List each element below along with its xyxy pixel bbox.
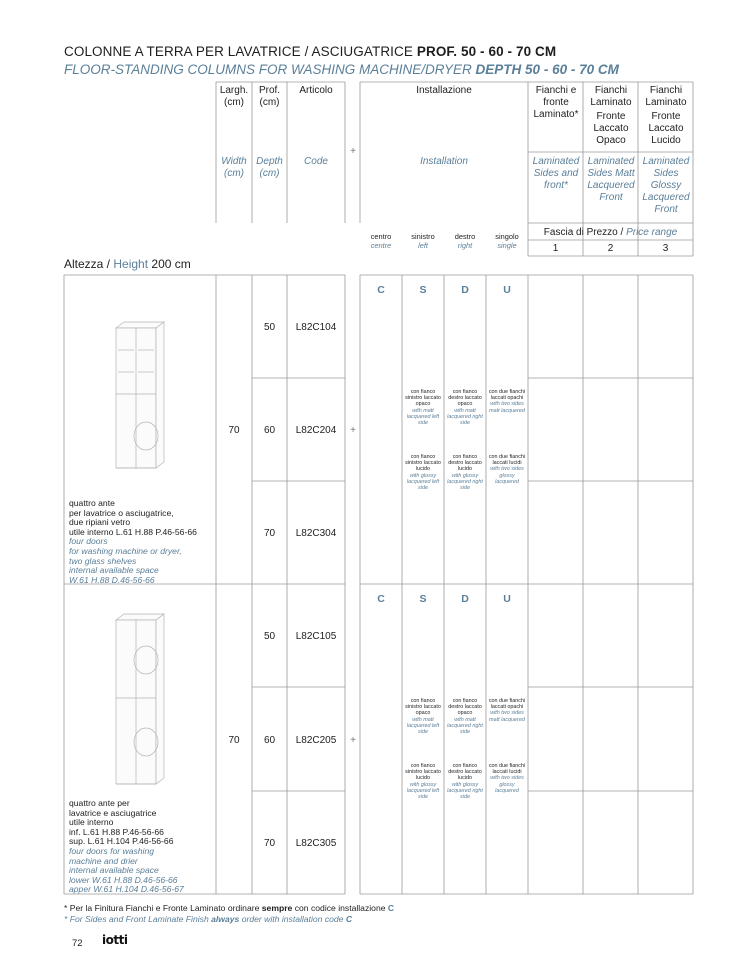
price-col-3: 3 <box>662 243 669 254</box>
footnote-text: order with installation code <box>239 914 346 924</box>
install-code-s: S <box>419 284 427 296</box>
header-code-en: Code <box>304 156 328 167</box>
header-finish-3-it <box>639 85 693 147</box>
option-note <box>487 763 527 794</box>
product-2-code: L82C305 <box>295 838 337 849</box>
option-note-it: con fianco sinistro laccato opaco <box>405 698 441 717</box>
footnote-english <box>64 914 352 924</box>
footnote-italian <box>64 903 394 913</box>
product-2-depth: 60 <box>263 735 276 746</box>
product-1-depth: 70 <box>263 528 276 539</box>
product-1-desc-en: for washing machine or dryer, <box>69 545 182 556</box>
footnote-code: C <box>387 903 395 913</box>
product-2-width: 70 <box>228 735 240 746</box>
finish-2-sides-it: Fianchi Laminato <box>590 85 632 108</box>
option-note <box>445 698 485 735</box>
install-label-single-en: single <box>497 240 517 250</box>
option-note-en: with matt lacquered right side <box>447 407 483 427</box>
option-note <box>445 763 485 800</box>
product-1-description <box>69 499 214 585</box>
product-1-desc-it: per lavatrice o asciugatrice, <box>69 507 174 518</box>
option-note-en: with matt lacquered left side <box>406 716 440 736</box>
product-1-depth: 60 <box>263 425 276 436</box>
install-code-u: U <box>503 284 511 296</box>
option-note-it: con fianco destro laccato lucido <box>448 454 482 473</box>
finish-3-sides-it: Fianchi Laminato <box>645 85 687 108</box>
product-1-desc-en: four doors <box>69 536 108 547</box>
option-note <box>445 389 485 426</box>
cabinet-illustration <box>112 318 172 474</box>
product-2-desc-en: machine and drier <box>69 855 138 866</box>
install-label-left-en: left <box>418 240 428 250</box>
option-note-en: with two sides matt lacquered <box>489 401 525 414</box>
install-label-left <box>402 233 444 250</box>
footnote-emphasis: sempre <box>261 903 293 913</box>
product-1-code: L82C204 <box>295 425 337 436</box>
product-1-desc-it: quattro ante <box>69 498 115 508</box>
footnote-text: con codice installazione <box>292 903 388 913</box>
option-note-it: con fianco destro laccato lucido <box>448 763 482 782</box>
product-2-plus: + <box>350 735 356 746</box>
product-1-desc-en: two glass shelves <box>69 555 137 566</box>
product-2-depth: 50 <box>263 631 276 642</box>
header-width-it: Largh. (cm) <box>219 85 249 108</box>
header-finish-3-en: Laminated Sides Glossy Lacquered Front <box>642 156 690 215</box>
option-note-en: with two sides glossy lacquered <box>490 775 524 794</box>
height-label-en: Height <box>113 257 149 271</box>
price-range-en: Price range <box>626 227 678 238</box>
product-2-desc-it: lavatrice e asciugatrice <box>69 807 157 818</box>
option-note <box>403 454 443 491</box>
option-note-en: with glossy lacquered right side <box>447 472 483 492</box>
install-code-d: D <box>461 284 469 296</box>
height-label-value: 200 cm <box>151 257 191 271</box>
option-note-en: with matt lacquered right side <box>447 716 483 736</box>
option-note-it: con fianco sinistro laccato lucido <box>405 454 441 473</box>
option-note-it: con fianco sinistro laccato lucido <box>405 763 441 782</box>
cabinet-illustration <box>112 610 172 790</box>
header-plus: + <box>350 146 356 157</box>
product-1-desc-en: W.61 H.88 D.46-56-66 <box>69 574 155 585</box>
install-label-centre-en: centre <box>370 240 392 250</box>
header-finish-1-en: Laminated Sides and front* <box>532 156 580 191</box>
install-label-right-it: destro <box>454 232 476 241</box>
option-note-it: con due fianchi laccati opachi <box>488 698 526 711</box>
product-2-depth: 70 <box>263 838 276 849</box>
height-label <box>64 257 191 271</box>
product-2-desc-en: lower W.61 H.88 D.46-56-66 <box>69 874 178 885</box>
option-note-en: with matt lacquered left side <box>406 407 440 427</box>
install-code-u: U <box>503 593 511 605</box>
product-1-plus: + <box>350 425 356 436</box>
option-note-it: con due fianchi laccati lucidi <box>488 454 526 467</box>
product-1-desc-en: internal available space <box>69 565 159 576</box>
price-range-label <box>528 227 693 239</box>
title-italian: COLONNE A TERRA PER LAVATRICE / ASCIUGATRICE <box>64 44 413 59</box>
finish-2-front-it: Fronte Laccato Opaco <box>593 111 629 146</box>
height-label-it: Altezza / <box>64 257 111 271</box>
product-2-desc-it: quattro ante per <box>69 798 130 808</box>
header-code-it: Articolo <box>299 85 333 96</box>
product-2-desc-it: utile interno <box>69 817 114 828</box>
install-label-right <box>444 233 486 250</box>
footnote-emphasis: always <box>211 914 240 924</box>
install-code-c: C <box>377 593 385 605</box>
price-range-it: Fascia di Prezzo / <box>543 227 624 238</box>
option-note-en: with glossy lacquered left side <box>406 472 440 492</box>
option-note-it: con fianco sinistro laccato opaco <box>405 389 441 408</box>
product-2-desc-en: apper W.61 H.104 D.46-56-67 <box>69 884 184 895</box>
footnote-code: C <box>345 914 353 924</box>
install-label-single-it: singolo <box>495 232 519 241</box>
header-finish-1-it: Fianchi e fronte Laminato* <box>533 85 579 120</box>
product-1-depth: 50 <box>263 322 276 333</box>
option-note <box>403 389 443 426</box>
install-label-left-it: sinistro <box>411 232 435 241</box>
product-2-code: L82C205 <box>295 735 337 746</box>
option-note <box>403 763 443 800</box>
title-depth-italian: PROF. 50 - 60 - 70 CM <box>416 44 557 59</box>
price-col-1: 1 <box>552 243 559 254</box>
option-note-en: with two sides matt lacquered <box>489 710 525 723</box>
product-2-desc-it: inf. L.61 H.88 P.46-56-66 <box>69 826 164 837</box>
title-depth-english: DEPTH 50 - 60 - 70 CM <box>475 62 619 77</box>
option-note-en: with glossy lacquered left side <box>406 781 440 801</box>
footnote-text: * Per la Finitura Fianchi e Fronte Laminato ordinare <box>64 903 262 913</box>
product-1-code: L82C304 <box>295 528 337 539</box>
product-1-desc-it: utile interno L.61 H.88 P.46-56-66 <box>69 526 197 537</box>
header-finish-2-it <box>584 85 638 147</box>
price-col-2: 2 <box>607 243 614 254</box>
header-depth-it: Prof. (cm) <box>258 85 281 108</box>
option-note <box>487 389 527 414</box>
product-2-description <box>69 799 214 895</box>
option-note-it: con fianco destro laccato opaco <box>448 698 482 717</box>
brand-logo: iotti <box>102 933 128 947</box>
option-note <box>445 454 485 491</box>
finish-3-front-it: Fronte Laccato Lucido <box>648 111 684 146</box>
title-english: FLOOR-STANDING COLUMNS FOR WASHING MACHINE/DRYER <box>64 62 472 77</box>
option-note <box>403 698 443 735</box>
product-1-desc-it: due ripiani vetro <box>69 517 131 528</box>
install-code-d: D <box>461 593 469 605</box>
product-1-width: 70 <box>228 425 240 436</box>
header-installation-it: Installazione <box>416 85 472 96</box>
header-width-en: Width (cm) <box>221 156 247 179</box>
install-label-centre <box>360 233 402 250</box>
install-code-c: C <box>377 284 385 296</box>
header-depth-en: Depth (cm) <box>256 156 283 179</box>
product-2-desc-en: four doors for washing <box>69 845 155 856</box>
option-note-en: with two sides glossy lacquered <box>490 466 524 485</box>
page-number: 72 <box>72 938 83 949</box>
option-note-en: with glossy lacquered right side <box>447 781 483 801</box>
option-note <box>487 698 527 723</box>
install-label-single <box>486 233 528 250</box>
product-2-desc-it: sup. L.61 H.104 P.46-56-66 <box>69 836 174 847</box>
option-note-it: con due fianchi laccati lucidi <box>488 763 526 776</box>
header-installation-en: Installation <box>420 156 468 167</box>
product-1-code: L82C104 <box>295 322 337 333</box>
install-label-centre-it: centro <box>370 232 392 241</box>
product-2-desc-en: internal available space <box>69 865 159 876</box>
option-note <box>487 454 527 485</box>
install-label-right-en: right <box>457 240 473 250</box>
option-note-it: con fianco destro laccato opaco <box>448 389 482 408</box>
footnote-text: * For Sides and Front Laminate Finish <box>64 914 212 924</box>
install-code-s: S <box>419 593 427 605</box>
header-finish-2-en: Laminated Sides Matt Lacquered Front <box>587 156 635 203</box>
option-note-it: con due fianchi laccati opachi <box>488 389 526 402</box>
product-2-code: L82C105 <box>295 631 337 642</box>
